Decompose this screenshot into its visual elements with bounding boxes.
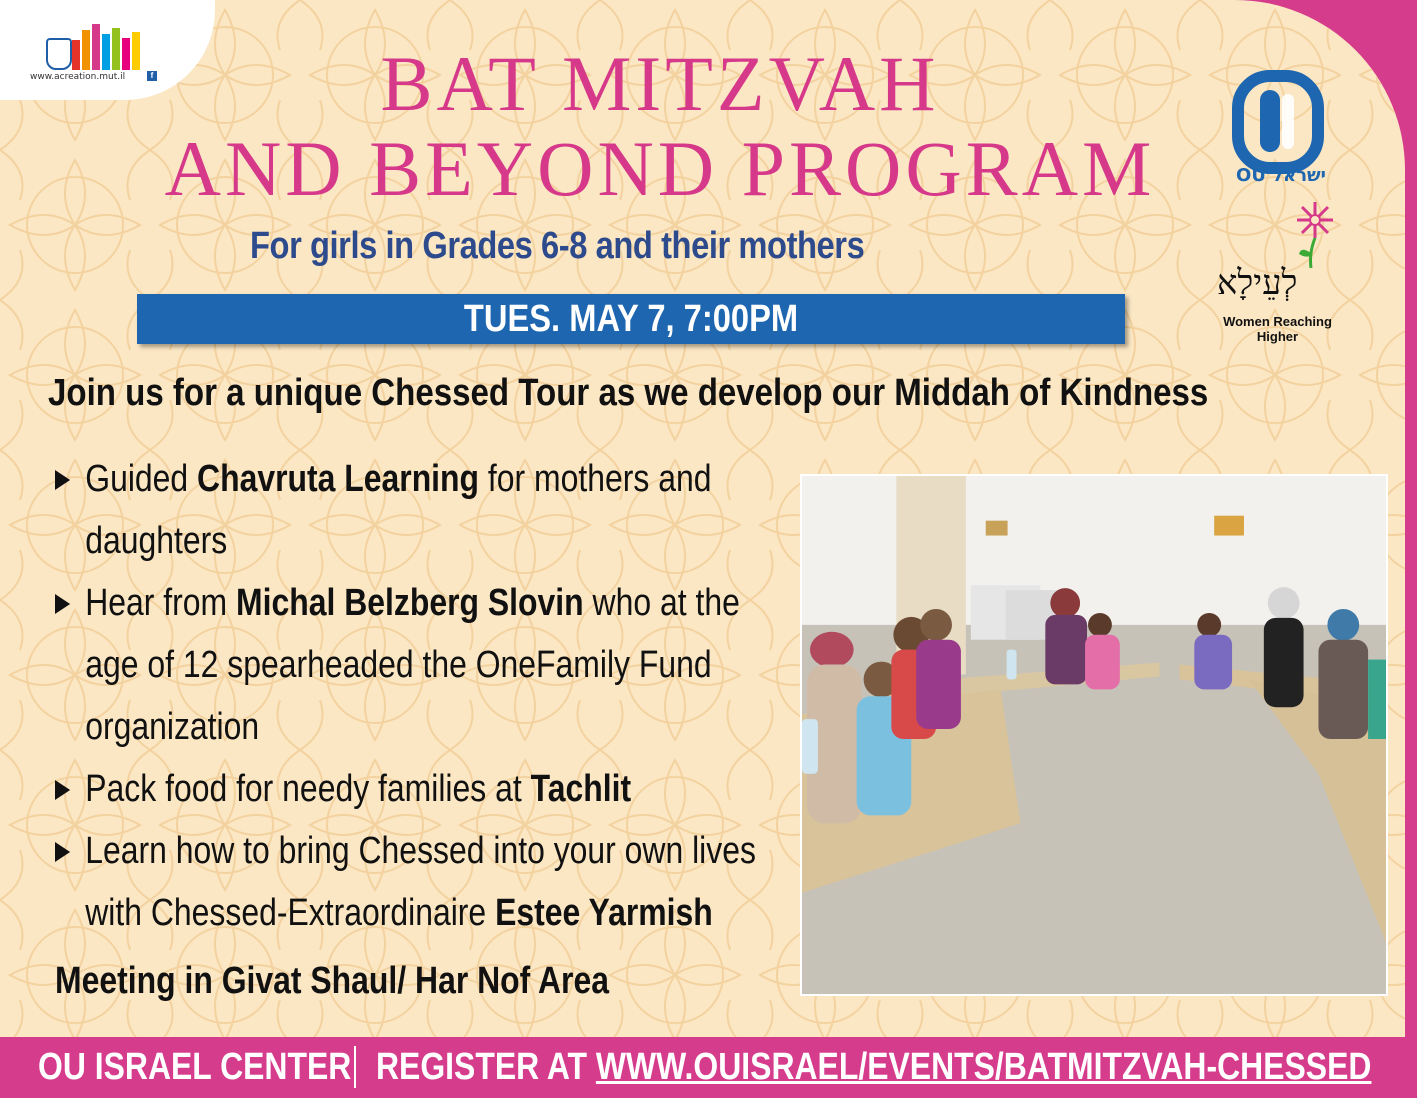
title-line-1: BAT MITZVAH: [380, 40, 940, 127]
leila-tagline: [1205, 314, 1350, 344]
bullet-pre: Pack food for needy families at: [85, 768, 531, 810]
leila-tagline-1: Women Reaching: [1223, 314, 1332, 329]
bullet-bold: Michal Belzberg Slovin: [236, 582, 584, 624]
bullet-post: for mothers and daughters: [85, 458, 712, 562]
triangle-bullet-icon: [55, 470, 70, 490]
bullet-item: [55, 758, 774, 820]
bullet-pre: Learn how to bring Chessed into your own lives with Chessed-Extraordinaire: [85, 830, 756, 934]
footer-register: [376, 1037, 1371, 1098]
footer-bar: [0, 1037, 1417, 1098]
bullet-bold: Tachlit: [530, 768, 632, 810]
date-banner: [137, 294, 1125, 344]
event-date: TUES. MAY 7, 7:00PM: [463, 298, 799, 340]
bullet-pre: Guided: [85, 458, 198, 500]
bullet-list: [55, 448, 855, 944]
meeting-location: Meeting in Givat Shaul/ Har Nof Area: [55, 960, 609, 1002]
subtitle: For girls in Grades 6-8 and their mothers: [250, 225, 865, 267]
ou-israel-label: OU ישראל: [1236, 165, 1326, 186]
jerusalem-logo-caption: www.acreation.mut.il: [30, 72, 126, 82]
bullet-post: who at the age of 12 spearheaded the OneFamily Fund organization: [85, 582, 740, 748]
flower-icon: [1205, 198, 1350, 268]
footer-divider: [354, 1046, 356, 1088]
bullet-bold: Chavruta Learning: [197, 458, 480, 500]
leila-hebrew: לְעֵילָא: [1217, 263, 1298, 303]
register-link[interactable]: WWW.OUISRAEL/EVENTS/BATMITZVAH-CHESSED: [595, 1046, 1372, 1088]
event-photo: [800, 474, 1388, 996]
triangle-bullet-icon: [55, 594, 70, 614]
leila-logo: [1205, 198, 1350, 348]
bullet-item: [55, 572, 774, 758]
triangle-bullet-icon: [55, 780, 70, 800]
bullet-bold: Estee Yarmish: [495, 892, 713, 934]
facebook-icon: f: [147, 71, 157, 81]
triangle-bullet-icon: [55, 842, 70, 862]
leila-tagline-2: Higher: [1256, 329, 1299, 344]
bullet-item: [55, 820, 774, 944]
bullet-pre: Hear from: [85, 582, 237, 624]
title-line-2: AND BEYOND PROGRAM: [164, 125, 1156, 212]
intro-text: Join us for a unique Chessed Tour as we develop our Middah of Kindness: [48, 372, 1209, 414]
register-prefix: REGISTER AT: [376, 1046, 596, 1088]
bullet-item: [55, 448, 774, 572]
footer-organization: OU ISRAEL CENTER: [38, 1046, 352, 1088]
